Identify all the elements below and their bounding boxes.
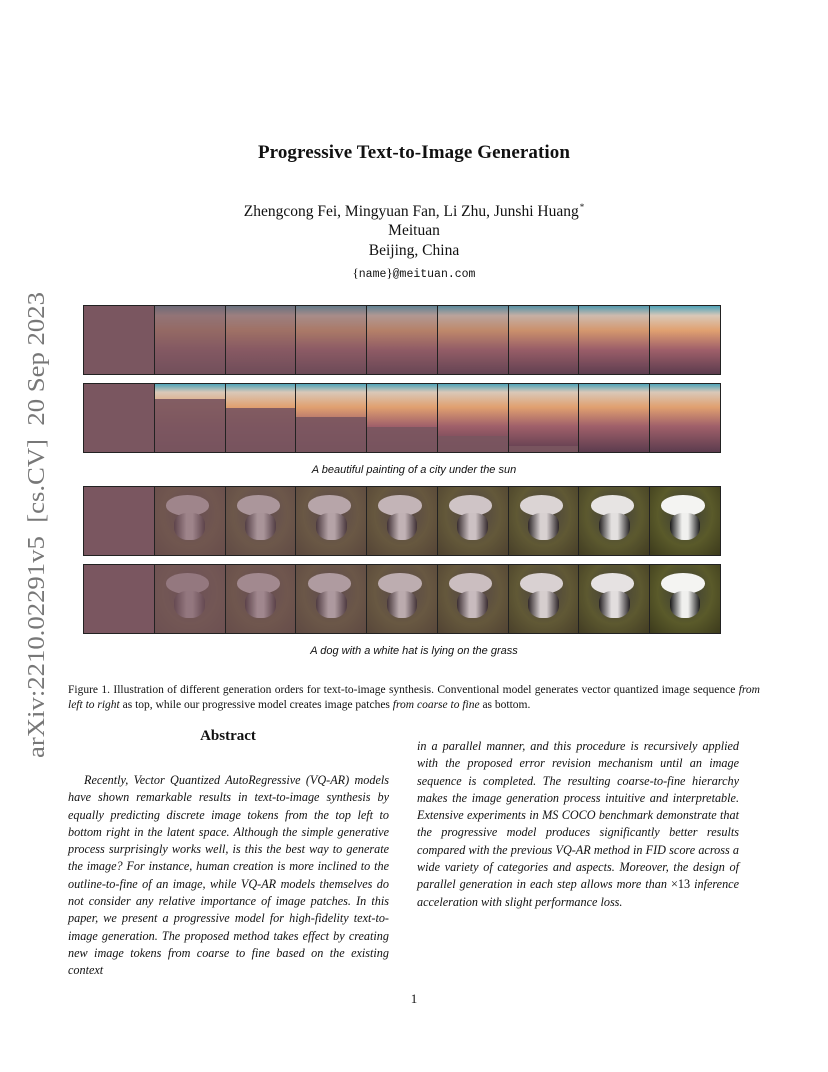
abstract-left-column: Recently, Vector Quantized AutoRegressive (VQ-AR) models have shown remarkable results in text-to-image synthesis by equally predicting discrete image tokens from the top left to bottom right in the latent space. Although the simple generative process surprisingly works well, is this the best way to generate the image? For instance, human creation is more inclined to the outline-to-fine of an image, while VQ-AR models themselves do not consider any relative importance of image patches. In this paper, we present a progressive model for high-fidelity text-to-image generation. The proposed method takes effect by creating new image tokens from coarse to fine based on the existing context (68, 773, 389, 978)
coarse-mask (438, 436, 508, 452)
coarse-mask (367, 427, 437, 452)
figure-tile (367, 487, 437, 555)
caption-lead: Figure 1. Illustration of different generation orders for text-to-image synthesis. Conventional model generates vector quantized image sequence (68, 684, 739, 696)
figure-tile (438, 565, 508, 633)
page-number: 1 (410, 991, 418, 1006)
author-email (0, 263, 828, 284)
email-brace-open: { (352, 265, 359, 280)
email-brace-close: } (386, 265, 393, 280)
acceleration-factor: ×13 (671, 877, 691, 892)
caption-tail: as bottom. (479, 699, 531, 711)
patch-mask (296, 487, 366, 555)
figure-tile (296, 565, 366, 633)
patch-mask (296, 306, 366, 374)
coarse-mask (226, 408, 296, 452)
figure-tile (155, 565, 225, 633)
patch-mask (226, 306, 296, 374)
caption-emphasis-1: from left to right (68, 684, 760, 711)
figure-tile (509, 565, 579, 633)
figure-tile (650, 487, 720, 555)
figure-tile (438, 487, 508, 555)
coarse-mask (438, 565, 508, 633)
figure-tile (650, 384, 720, 452)
figure-tile (509, 384, 579, 452)
patch-mask (226, 487, 296, 555)
figure-tile (579, 487, 649, 555)
coarse-mask (226, 565, 296, 633)
patch-mask (579, 306, 649, 374)
coarse-mask (367, 565, 437, 633)
coarse-mask (155, 399, 225, 452)
figure-tile (367, 565, 437, 633)
figure-tile (84, 384, 154, 452)
figure-tile (438, 306, 508, 374)
figure-tile (226, 565, 296, 633)
arxiv-watermark-text: arXiv:2210.02291v5 [cs.CV] 20 Sep 2023 (24, 339, 50, 758)
figure-row-city-coarse-to-fine (83, 383, 721, 453)
figure-row-dog-left-to-right (83, 486, 721, 556)
author-block (0, 198, 828, 284)
figure-tile (226, 306, 296, 374)
patch-mask (155, 487, 225, 555)
figure-prompt-dog: A dog with a white hat is lying on the grass (310, 645, 518, 657)
figure-prompt-city: A beautiful painting of a city under the sun (311, 464, 517, 476)
patch-mask (438, 306, 508, 374)
figure-tile (509, 306, 579, 374)
figure-tile (579, 306, 649, 374)
email-domain: @meituan.com (392, 268, 476, 281)
figure-tile (296, 306, 366, 374)
patch-mask (438, 487, 508, 555)
caption-mid: as top, while our progressive model creates image patches (119, 699, 393, 711)
figure-tile (84, 565, 154, 633)
affiliation: Meituan (388, 222, 440, 239)
figure-row-dog-coarse-to-fine (83, 564, 721, 634)
patch-mask (367, 487, 437, 555)
figure-tile (155, 306, 225, 374)
caption-emphasis-2: from coarse to fine (392, 699, 480, 711)
patch-mask (509, 487, 579, 555)
patch-mask (579, 487, 649, 555)
paper-title: Progressive Text-to-Image Generation (257, 142, 571, 163)
figure-row-city-left-to-right (83, 305, 721, 375)
coarse-mask (509, 565, 579, 633)
patch-mask (367, 306, 437, 374)
figure-tile (155, 384, 225, 452)
figure-tile (84, 487, 154, 555)
abstract-right-tail: inference acceleration with slight performance loss. (417, 877, 739, 909)
arxiv-watermark (22, 290, 52, 760)
figure-tile (650, 306, 720, 374)
abstract-heading: Abstract (200, 728, 256, 744)
coarse-mask (579, 565, 649, 633)
figure-tile (509, 487, 579, 555)
coarse-mask (509, 446, 579, 452)
patch-mask (509, 306, 579, 374)
figure-tile (367, 384, 437, 452)
figure-tile (226, 384, 296, 452)
figure-tile (226, 487, 296, 555)
figure-tile (296, 384, 366, 452)
figure-tile (84, 306, 154, 374)
figure-tile (438, 384, 508, 452)
figure-tile (367, 306, 437, 374)
location: Beijing, China (368, 242, 460, 259)
figure-tile (296, 487, 366, 555)
patch-mask (155, 306, 225, 374)
email-name: name (358, 268, 387, 281)
figure-tile (579, 384, 649, 452)
figure-tile (650, 565, 720, 633)
figure-tile (579, 565, 649, 633)
coarse-mask (155, 565, 225, 633)
coarse-mask (296, 565, 366, 633)
figure-caption (68, 683, 760, 713)
author-list: Zhengcong Fei, Mingyuan Fan, Li Zhu, Junshi Huang (243, 203, 579, 220)
abstract-right-text: in a parallel manner, and this procedure is recursively applied with the proposed error revision mechanism until an image sequence is completed. The resulting coarse-to-fine hierarchy makes the image generation process intuitive and interpretable. Extensive experiments in MS COCO benchmark demonstrate that the progressive model produces significantly better results compared with the previous VQ-AR method in FID score across a wide variety of categories and aspects. Moreover, the design of parallel generation in each step allows more than (417, 739, 739, 892)
figure-tile (155, 487, 225, 555)
abstract-right-column (417, 738, 739, 911)
corresponding-author-mark: * (579, 202, 585, 212)
coarse-mask (296, 417, 366, 452)
